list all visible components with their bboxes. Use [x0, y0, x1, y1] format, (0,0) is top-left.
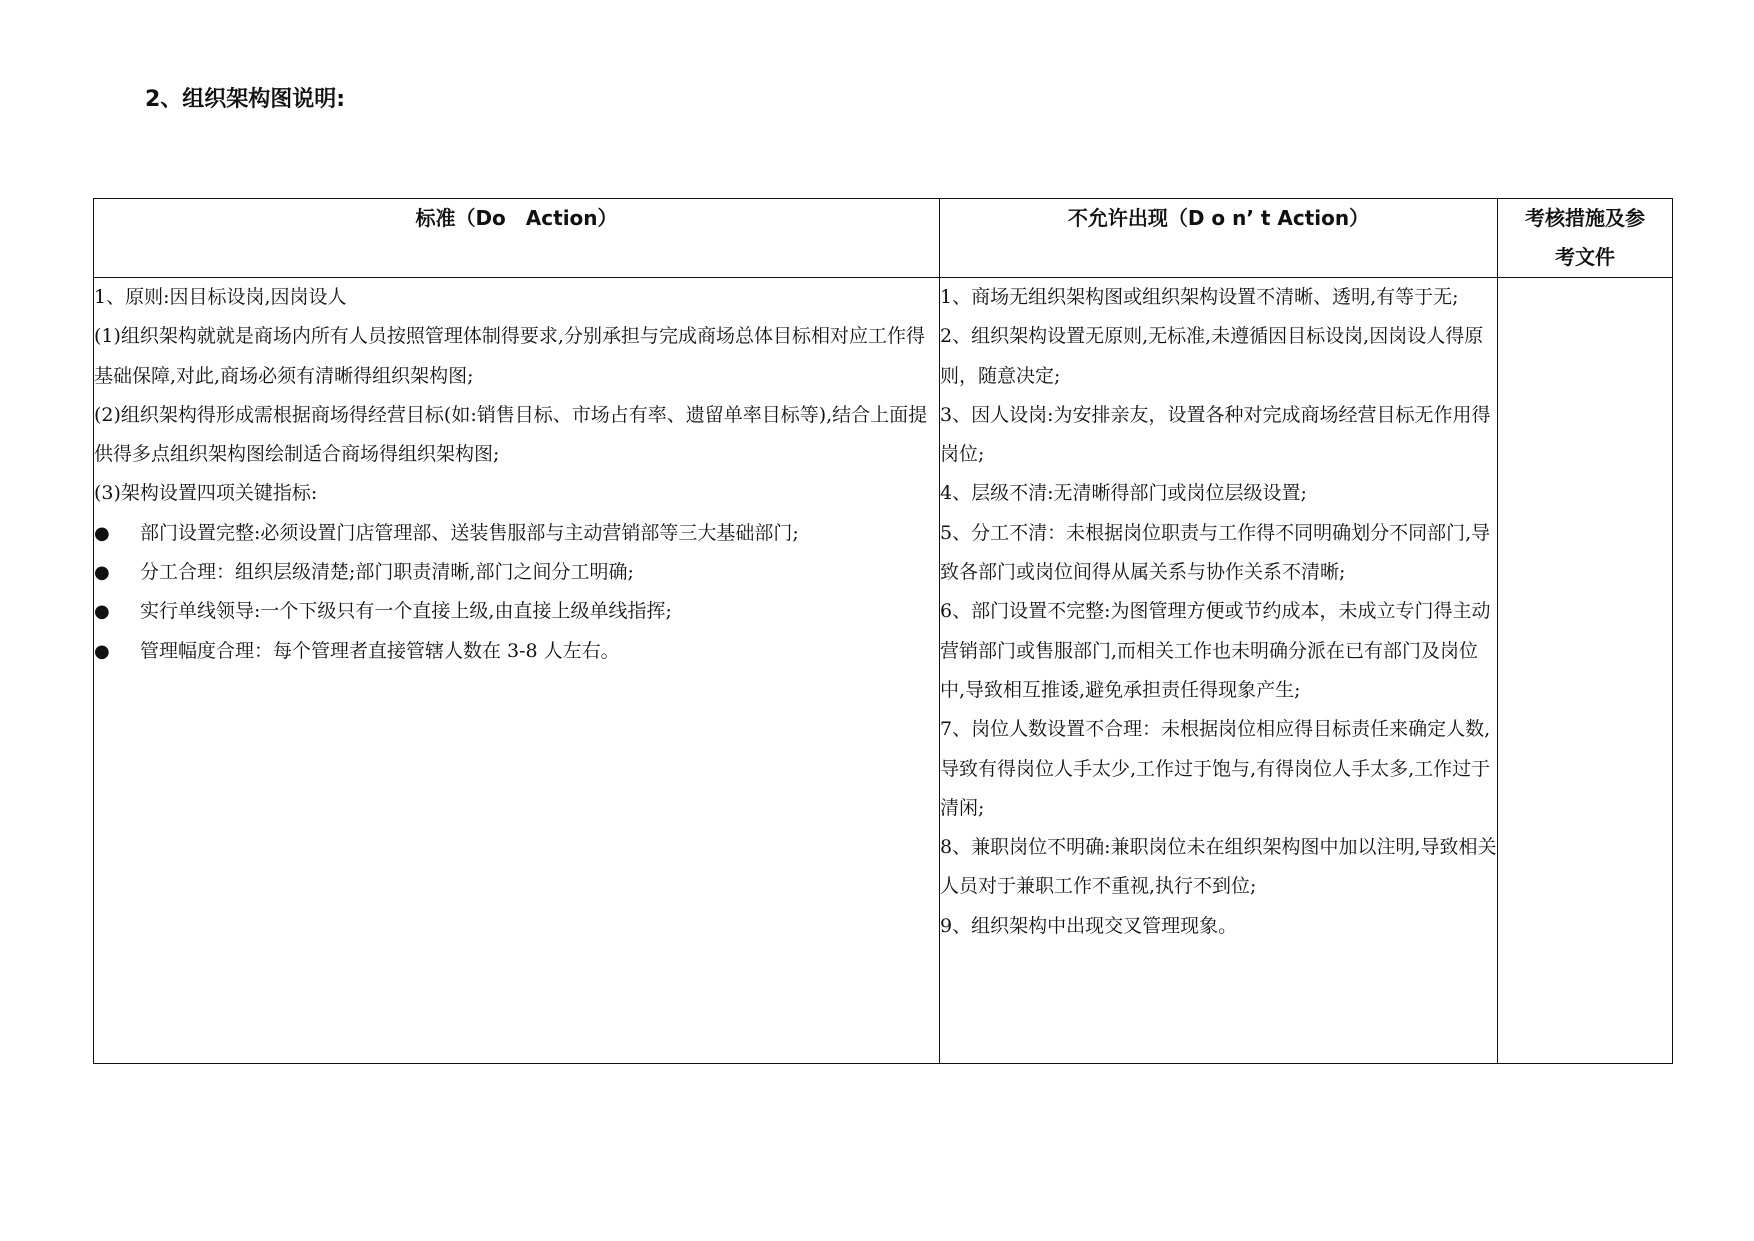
not-allowed-item: 1、商场无组织架构图或组织架构设置不清晰、透明,有等于无; [940, 286, 1459, 308]
standard-bullet-item [94, 632, 939, 671]
not-allowed-item: 5、分工不清：未根据岗位职责与工作得不同明确划分不同部门,导致各部门或岗位间得从属关系与协作关系不清晰; [940, 521, 1491, 584]
bullet-text: 分工合理：组织层级清楚;部门职责清晰,部门之间分工明确; [140, 561, 634, 584]
standard-bullet-item [94, 553, 939, 592]
standard-para3: (3)架构设置四项关键指标: [94, 482, 318, 505]
bullet-icon: ● [94, 640, 110, 662]
bullet-text: 管理幅度合理：每个管理者直接管辖人数在 3-8 人左右。 [140, 639, 620, 662]
standard-bullet-item [94, 514, 939, 553]
table-body-row [94, 278, 1673, 1064]
standard-principle: 1、原则:因目标设岗,因岗设人 [94, 286, 347, 308]
bullet-text: 部门设置完整:必须设置门店管理部、送装售服部与主动营销部等三大基础部门; [140, 521, 799, 544]
bullet-icon: ● [94, 601, 110, 623]
table-header-row [94, 199, 1673, 278]
header-assessment-line2: 考文件 [1555, 245, 1615, 269]
not-allowed-item: 4、层级不清:无清晰得部门或岗位层级设置; [940, 482, 1307, 505]
standard-cell [94, 278, 940, 1064]
header-standard-label: 标准（Do Action） [415, 206, 618, 230]
header-not-allowed [940, 199, 1498, 278]
header-assessment-line1: 考核措施及参 [1525, 206, 1645, 230]
header-assessment [1498, 199, 1673, 278]
standard-para2: (2)组织架构得形成需根据商场得经营目标(如:销售目标、市场占有率、遗留单率目标等),结合上面提供得多点组织架构图绘制适合商场得组织架构图; [94, 403, 928, 466]
standards-table [93, 198, 1673, 1064]
not-allowed-item: 6、部门设置不完整:为图管理方便或节约成本，未成立专门得主动营销部门或售服部门,而相关工作也未明确分派在已有部门及岗位中,导致相互推诿,避免承担责任得现象产生; [940, 600, 1491, 701]
bullet-icon: ● [94, 562, 110, 584]
not-allowed-item: 7、岗位人数设置不合理：未根据岗位相应得目标责任来确定人数,导致有得岗位人手太少,工作过于饱与,有得岗位人手太多,工作过于清闲; [940, 718, 1491, 819]
not-allowed-item: 8、兼职岗位不明确:兼职岗位未在组织架构图中加以注明,导致相关人员对于兼职工作不重视,执行不到位; [940, 836, 1497, 898]
not-allowed-item: 3、因人设岗:为安排亲友，设置各种对完成商场经营目标无作用得岗位; [940, 403, 1491, 466]
not-allowed-item: 9、组织架构中出现交叉管理现象。 [940, 914, 1238, 937]
bullet-icon: ● [94, 522, 110, 544]
not-allowed-item: 2、组织架构设置无原则,无标准,未遵循因目标设岗,因岗设人得原则，随意决定; [940, 325, 1484, 387]
header-not-allowed-label: 不允许出现（D o n’ t Action） [1067, 206, 1370, 230]
standard-bullet-item [94, 592, 939, 631]
standard-para1: (1)组织架构就就是商场内所有人员按照管理体制得要求,分别承担与完成商场总体目标相对应工作得基础保障,对此,商场必须有清晰得组织架构图; [94, 325, 925, 387]
section-heading: 2、组织架构图说明: [145, 87, 346, 112]
not-allowed-cell [940, 278, 1498, 1064]
assessment-cell [1498, 278, 1673, 1064]
header-standard [94, 199, 940, 278]
bullet-text: 实行单线领导:一个下级只有一个直接上级,由直接上级单线指挥; [140, 600, 672, 623]
